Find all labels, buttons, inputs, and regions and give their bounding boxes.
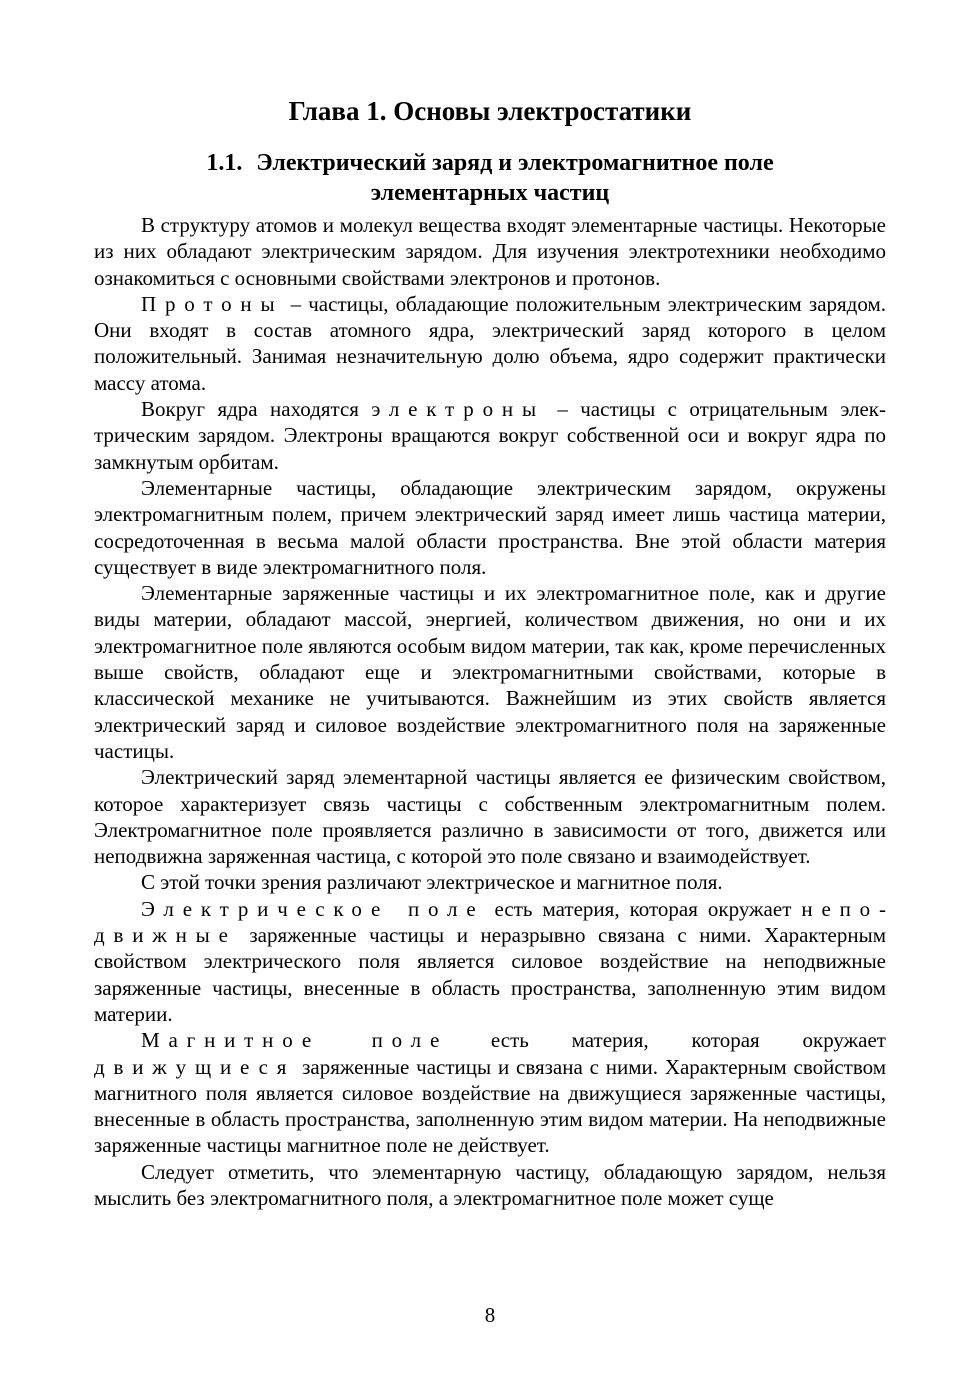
term-electrons: электроны [371,397,545,422]
chapter-title: Глава 1. Основы электростатики [288,96,692,126]
paragraph-4: Элементарные частицы, обладающие электрическим зарядом, окружены электромагнитным полем, причем электрический заряд имеет лишь частица материи, сосредоточенная в весьма малой области пространства. Вне этой области материя существует в виде электромагнитного поля. [94,475,886,579]
paragraph-9: Магнитное поле есть материя, которая окружает движущиеся заряженные частицы и связана с ними. Характерным свойством магнитного поля является силовое воздействие на движущиеся заряженные частицы, внесенные в область пространства, заполненную этим видом материи. На неподвижные заряженные частицы магнитное поле не действует. [94,1028,886,1158]
paragraph-2: Протоны – частицы, обладающие положительным электрическим зарядом. Они входят в состав атомного ядра, электрический заряд которого в целом положительный. Занимая незначительную долю объема, ядро содержит практически массу атома. [94,291,886,395]
paragraph-5: Элементарные заряженные частицы и их электромагнитное поле, как и другие виды материи, обладают массой, энергией, количеством движения, но они и их электромагнитное поле являются особым видом материи, так как, кроме перечисленных выше свойств, обладают еще и электромагнитными свойствами, которые в классической механике не учитываются. Важнейшим из этих свойств является электрический заряд и силовое воздействие электромагнитного поля на заряженные частицы. [94,581,886,763]
paragraph-3: Вокруг ядра находятся электроны – частицы с отрицательным электрическим зарядом. Электроны вращаются вокруг собственной оси и вокруг ядра по замкнутым орбитам. [94,397,887,474]
section-number: 1.1. [206,150,243,176]
page-number: 8 [484,1303,496,1327]
paragraph-10: Следует отметить, что элементарную частицу, обладающую зарядом, нельзя мыслить без электромагнитного поля, а электромагнитное поле может суще [94,1159,886,1210]
paragraph-7: С этой точки зрения различают электрическое и магнитное поля. [141,870,723,895]
term-electric-field: Электрическое поле [141,896,485,921]
section-title-line1: Электрический заряд и электромагнитное поле [256,150,774,176]
body-text [94,212,886,1211]
section-title-line2: элементарных частиц [370,180,610,206]
term-magnetic-field: Магнитное поле [141,1028,449,1053]
term-stationary: неподвижные [94,896,886,948]
term-protons: Протоны [141,291,284,316]
paragraph-1: В структуру атомов и молекул вещества входят элементарные частицы. Некоторые из них обладают электрическим зарядом. Для изучения электротехники необходимо ознакомиться с основными свойствами электронов и протонов. [94,213,886,290]
section-title [94,148,886,208]
paragraph-8: Электрическое поле есть материя, которая окружает неподвижные заряженные частицы и неразрывно связана с ними. Характерным свойством электрического поля является силовое воздействие на неподвижные заряженные частицы, внесенные в область пространства, заполненную этим видом материи. [94,896,886,1026]
term-moving: движущиеся [94,1054,296,1079]
paragraph-6: Электрический заряд элементарной частицы является ее физическим свойством, которое характеризует связь частицы с собственным электромагнитным полем. Электромагнитное поле проявляется различно в зависимости от того, движется или неподвижна заряженная частица, с которой это поле связано и взаимодействует. [94,765,886,869]
